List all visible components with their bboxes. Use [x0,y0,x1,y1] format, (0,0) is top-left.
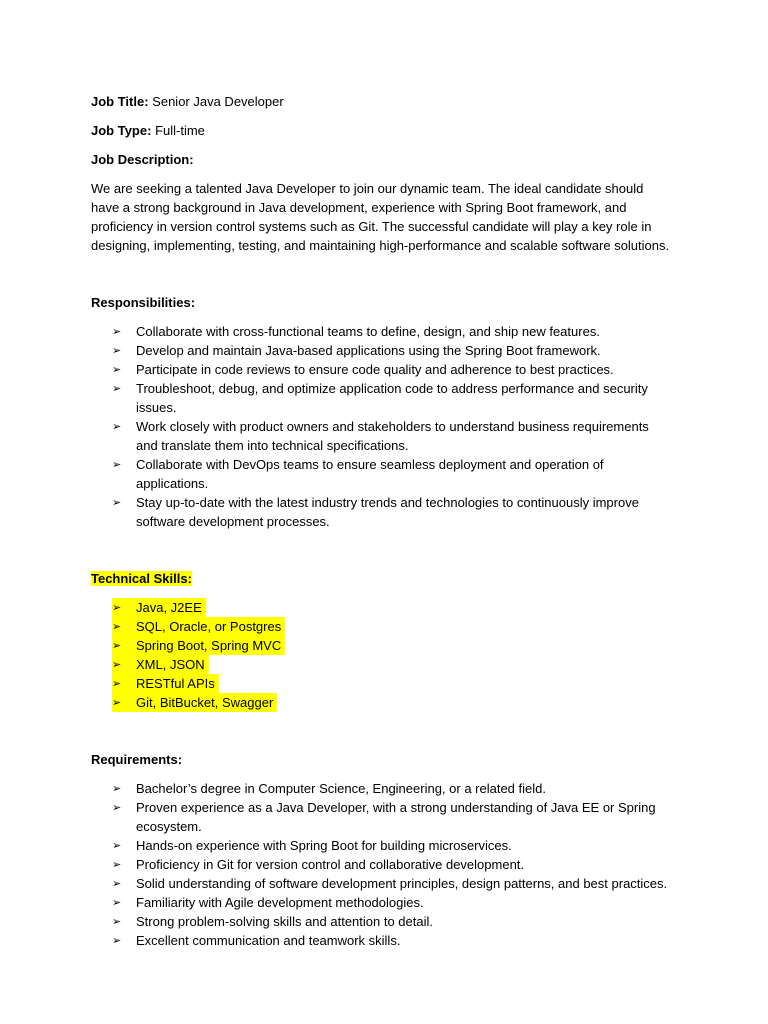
job-type-line [91,121,691,140]
job-type-label: Job Type: [91,123,152,138]
skill-item-text: Spring Boot, Spring MVC [136,638,282,653]
technical-skills-heading [91,569,691,588]
skill-item [91,636,691,655]
skill-item-text: Git, BitBucket, Swagger [136,695,274,710]
requirement-item-text: Proficiency in Git for version control and collaborative development. [136,857,525,872]
requirement-item-text: Strong problem-solving skills and attention to detail. [136,914,433,929]
requirement-item [91,912,671,931]
arrow-bullet-icon: ➢ [112,639,122,652]
technical-skills-list [91,598,691,712]
responsibility-item [91,360,671,379]
responsibility-item [91,417,671,455]
skill-item [91,655,691,674]
responsibility-item-text: Collaborate with DevOps teams to ensure seamless deployment and operation of applications. [136,457,604,491]
skill-item-text: XML, JSON [136,657,205,672]
arrow-bullet-icon: ➢ [112,458,122,471]
technical-skills-heading-text: Technical Skills: [91,571,192,586]
responsibility-item-text: Develop and maintain Java-based applications using the Spring Boot framework. [136,343,601,358]
responsibility-item-text: Collaborate with cross-functional teams to define, design, and ship new features. [136,324,600,339]
arrow-bullet-icon: ➢ [112,877,122,890]
responsibilities-list [91,322,671,531]
job-title-value: Senior Java Developer [152,94,284,109]
skill-item-text: SQL, Oracle, or Postgres [136,619,282,634]
requirement-item-text: Proven experience as a Java Developer, with a strong understanding of Java EE or Spring ecosystem. [136,800,656,834]
requirement-item [91,779,671,798]
requirement-item-text: Hands-on experience with Spring Boot for building microservices. [136,838,512,853]
requirements-heading: Requirements: [91,752,183,767]
requirement-item-text: Solid understanding of software development principles, design patterns, and best practices. [136,876,668,891]
arrow-bullet-icon: ➢ [112,620,122,633]
arrow-bullet-icon: ➢ [112,896,122,909]
arrow-bullet-icon: ➢ [112,382,122,395]
arrow-bullet-icon: ➢ [112,325,122,338]
job-description-text: We are seeking a talented Java Developer to join our dynamic team. The ideal candidate should have a strong background in Java development, experience with Spring Boot framework, and proficiency in version control systems such as Git. The successful candidate will play a key role in designing, implementing, testing, and maintaining high-performance and scalable software solutions. [91,181,670,253]
job-title-line [91,92,691,111]
arrow-bullet-icon: ➢ [112,858,122,871]
skill-item [91,674,691,693]
arrow-bullet-icon: ➢ [112,801,122,814]
requirement-item-text: Bachelor’s degree in Computer Science, Engineering, or a related field. [136,781,546,796]
requirements-list [91,779,671,950]
arrow-bullet-icon: ➢ [112,344,122,357]
job-description-heading: Job Description: [91,152,194,167]
responsibilities-heading: Responsibilities: [91,295,196,310]
skill-item-highlight [112,693,277,712]
skill-item [91,693,691,712]
responsibility-item-text: Work closely with product owners and stakeholders to understand business requirements and translate them into technical specifications. [136,419,649,453]
responsibility-item [91,379,671,417]
responsibility-item [91,341,671,360]
responsibility-item [91,455,671,493]
responsibility-item-text: Troubleshoot, debug, and optimize application code to address performance and security issues. [136,381,648,415]
document-page [91,92,691,950]
skill-item-highlight [112,655,209,674]
arrow-bullet-icon: ➢ [112,934,122,947]
responsibility-item-text: Stay up-to-date with the latest industry trends and technologies to continuously improve software development processes. [136,495,639,529]
responsibility-item-text: Participate in code reviews to ensure code quality and adherence to best practices. [136,362,614,377]
skill-item-highlight [112,674,219,693]
arrow-bullet-icon: ➢ [112,601,122,614]
responsibility-item [91,322,671,341]
requirement-item [91,931,671,950]
requirement-item-text: Excellent communication and teamwork skills. [136,933,401,948]
skill-item-text: Java, J2EE [136,600,202,615]
skill-item-highlight [112,636,285,655]
skill-item [91,598,691,617]
arrow-bullet-icon: ➢ [112,839,122,852]
skill-item-highlight [112,617,285,636]
arrow-bullet-icon: ➢ [112,658,122,671]
arrow-bullet-icon: ➢ [112,915,122,928]
requirement-item [91,836,671,855]
skill-item-highlight [112,598,206,617]
requirement-item [91,855,671,874]
requirement-item [91,874,671,893]
arrow-bullet-icon: ➢ [112,420,122,433]
arrow-bullet-icon: ➢ [112,782,122,795]
arrow-bullet-icon: ➢ [112,677,122,690]
requirement-item [91,893,671,912]
skill-item-text: RESTful APIs [136,676,215,691]
requirement-item [91,798,671,836]
skill-item [91,617,691,636]
responsibility-item [91,493,671,531]
requirement-item-text: Familiarity with Agile development methodologies. [136,895,424,910]
job-title-label: Job Title: [91,94,149,109]
job-type-value: Full-time [155,123,205,138]
arrow-bullet-icon: ➢ [112,363,122,376]
arrow-bullet-icon: ➢ [112,496,122,509]
arrow-bullet-icon: ➢ [112,696,122,709]
